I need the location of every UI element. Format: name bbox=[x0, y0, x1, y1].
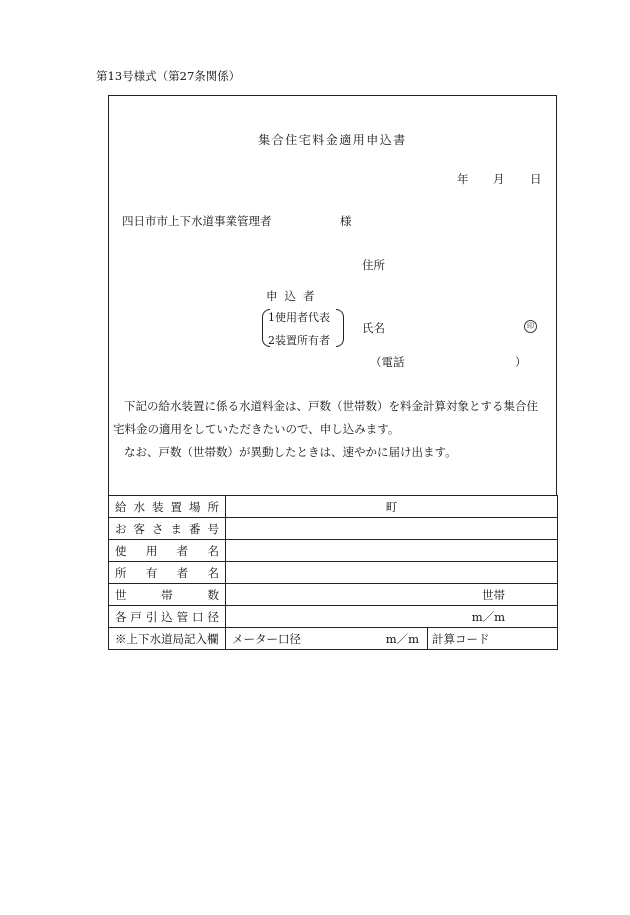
table-row bbox=[109, 584, 558, 606]
spread-label bbox=[115, 609, 219, 625]
household-count-field[interactable]: 世帯 bbox=[226, 584, 558, 606]
spread-label bbox=[115, 499, 219, 515]
label-char: 込 bbox=[161, 609, 173, 624]
label-char: ま bbox=[170, 521, 182, 536]
spread-label bbox=[115, 521, 219, 537]
label-char: 引 bbox=[145, 609, 158, 624]
meter-diameter-unit: m／m bbox=[385, 631, 419, 646]
label-char: 帯 bbox=[161, 587, 173, 602]
label-char: 番 bbox=[189, 521, 201, 536]
label-char: 置 bbox=[170, 499, 182, 514]
label-char: 給 bbox=[115, 499, 127, 514]
label-char: 者 bbox=[176, 565, 189, 580]
owner-name-field[interactable] bbox=[226, 562, 558, 584]
label-char: 口 bbox=[192, 609, 204, 624]
label-char: 用 bbox=[145, 543, 158, 558]
label-char: 所 bbox=[115, 565, 127, 580]
spread-label bbox=[115, 543, 219, 559]
label-char: 場 bbox=[189, 499, 201, 514]
right-bracket bbox=[336, 309, 344, 347]
date-month-label: 月 bbox=[493, 172, 505, 186]
applicant-option-owner: 2装置所有者 bbox=[268, 334, 330, 347]
body-text-line-1: 下記の給水装置に係る水道料金は、戸数（世帯数）を料金計算対象とする集合住 bbox=[124, 399, 538, 413]
table-row bbox=[109, 628, 558, 650]
form-number: 第13号様式（第27条関係） bbox=[96, 69, 241, 83]
calculation-code-cell[interactable]: 計算コード bbox=[428, 628, 558, 650]
label-char: 数 bbox=[207, 587, 219, 602]
table-row bbox=[109, 562, 558, 584]
label-char: 戸 bbox=[130, 609, 142, 624]
seal-mark-icon: 印 bbox=[524, 320, 537, 333]
office-use-label: ※上下水道局記入欄 bbox=[109, 628, 226, 650]
row-label-supply-location bbox=[109, 496, 226, 518]
label-char: 名 bbox=[207, 543, 219, 558]
label-char: さ bbox=[152, 521, 164, 536]
label-char: 水 bbox=[133, 499, 145, 514]
applicant-option-representative: 1使用者代表 bbox=[268, 311, 330, 324]
meter-diameter-cell[interactable] bbox=[226, 628, 428, 650]
table-row bbox=[109, 606, 558, 628]
label-char: 管 bbox=[176, 609, 189, 624]
name-label: 氏名 bbox=[362, 321, 385, 335]
label-char: 名 bbox=[207, 565, 219, 580]
label-char: 各 bbox=[115, 609, 127, 624]
address-label: 住所 bbox=[362, 258, 385, 272]
label-char: 号 bbox=[207, 521, 219, 536]
row-label-user-name bbox=[109, 540, 226, 562]
label-char: 客 bbox=[133, 521, 145, 536]
label-char: 者 bbox=[176, 543, 189, 558]
label-char: 有 bbox=[145, 565, 158, 580]
row-label-service-pipe-diameter bbox=[109, 606, 226, 628]
meter-diameter-label: メーター口径 bbox=[232, 631, 301, 646]
phone-label: （電話 bbox=[370, 355, 405, 369]
row-label-owner-name bbox=[109, 562, 226, 584]
spread-label bbox=[115, 587, 219, 603]
applicant-label: 申込者 bbox=[266, 289, 322, 303]
spread-label bbox=[115, 565, 219, 581]
phone-close-paren: ） bbox=[515, 355, 527, 369]
row-label-household-count bbox=[109, 584, 226, 606]
table-row bbox=[109, 518, 558, 540]
label-char: 所 bbox=[207, 499, 219, 514]
table-row bbox=[109, 496, 558, 518]
form-title: 集合住宅料金適用申込書 bbox=[258, 133, 407, 147]
user-name-field[interactable] bbox=[226, 540, 558, 562]
addressee: 四日市市上下水道事業管理者 bbox=[122, 214, 272, 228]
supply-location-field[interactable]: 町 bbox=[226, 496, 558, 518]
row-label-customer-number bbox=[109, 518, 226, 540]
customer-number-field[interactable] bbox=[226, 518, 558, 540]
label-char: 使 bbox=[115, 543, 127, 558]
label-char: お bbox=[115, 521, 127, 536]
details-table bbox=[108, 495, 558, 650]
date-year-label: 年 bbox=[457, 172, 469, 186]
honorific: 様 bbox=[340, 214, 352, 228]
table-row bbox=[109, 540, 558, 562]
label-char: 径 bbox=[207, 609, 219, 624]
label-char: 装 bbox=[152, 499, 164, 514]
service-pipe-diameter-field[interactable]: m／m bbox=[226, 606, 558, 628]
date-day-label: 日 bbox=[530, 172, 542, 186]
body-text-line-2: 宅料金の適用をしていただきたいので、申し込みます。 bbox=[113, 422, 400, 436]
label-char: 世 bbox=[115, 587, 127, 602]
body-text-line-3: なお、戸数（世帯数）が異動したときは、速やかに届け出ます。 bbox=[124, 445, 457, 459]
